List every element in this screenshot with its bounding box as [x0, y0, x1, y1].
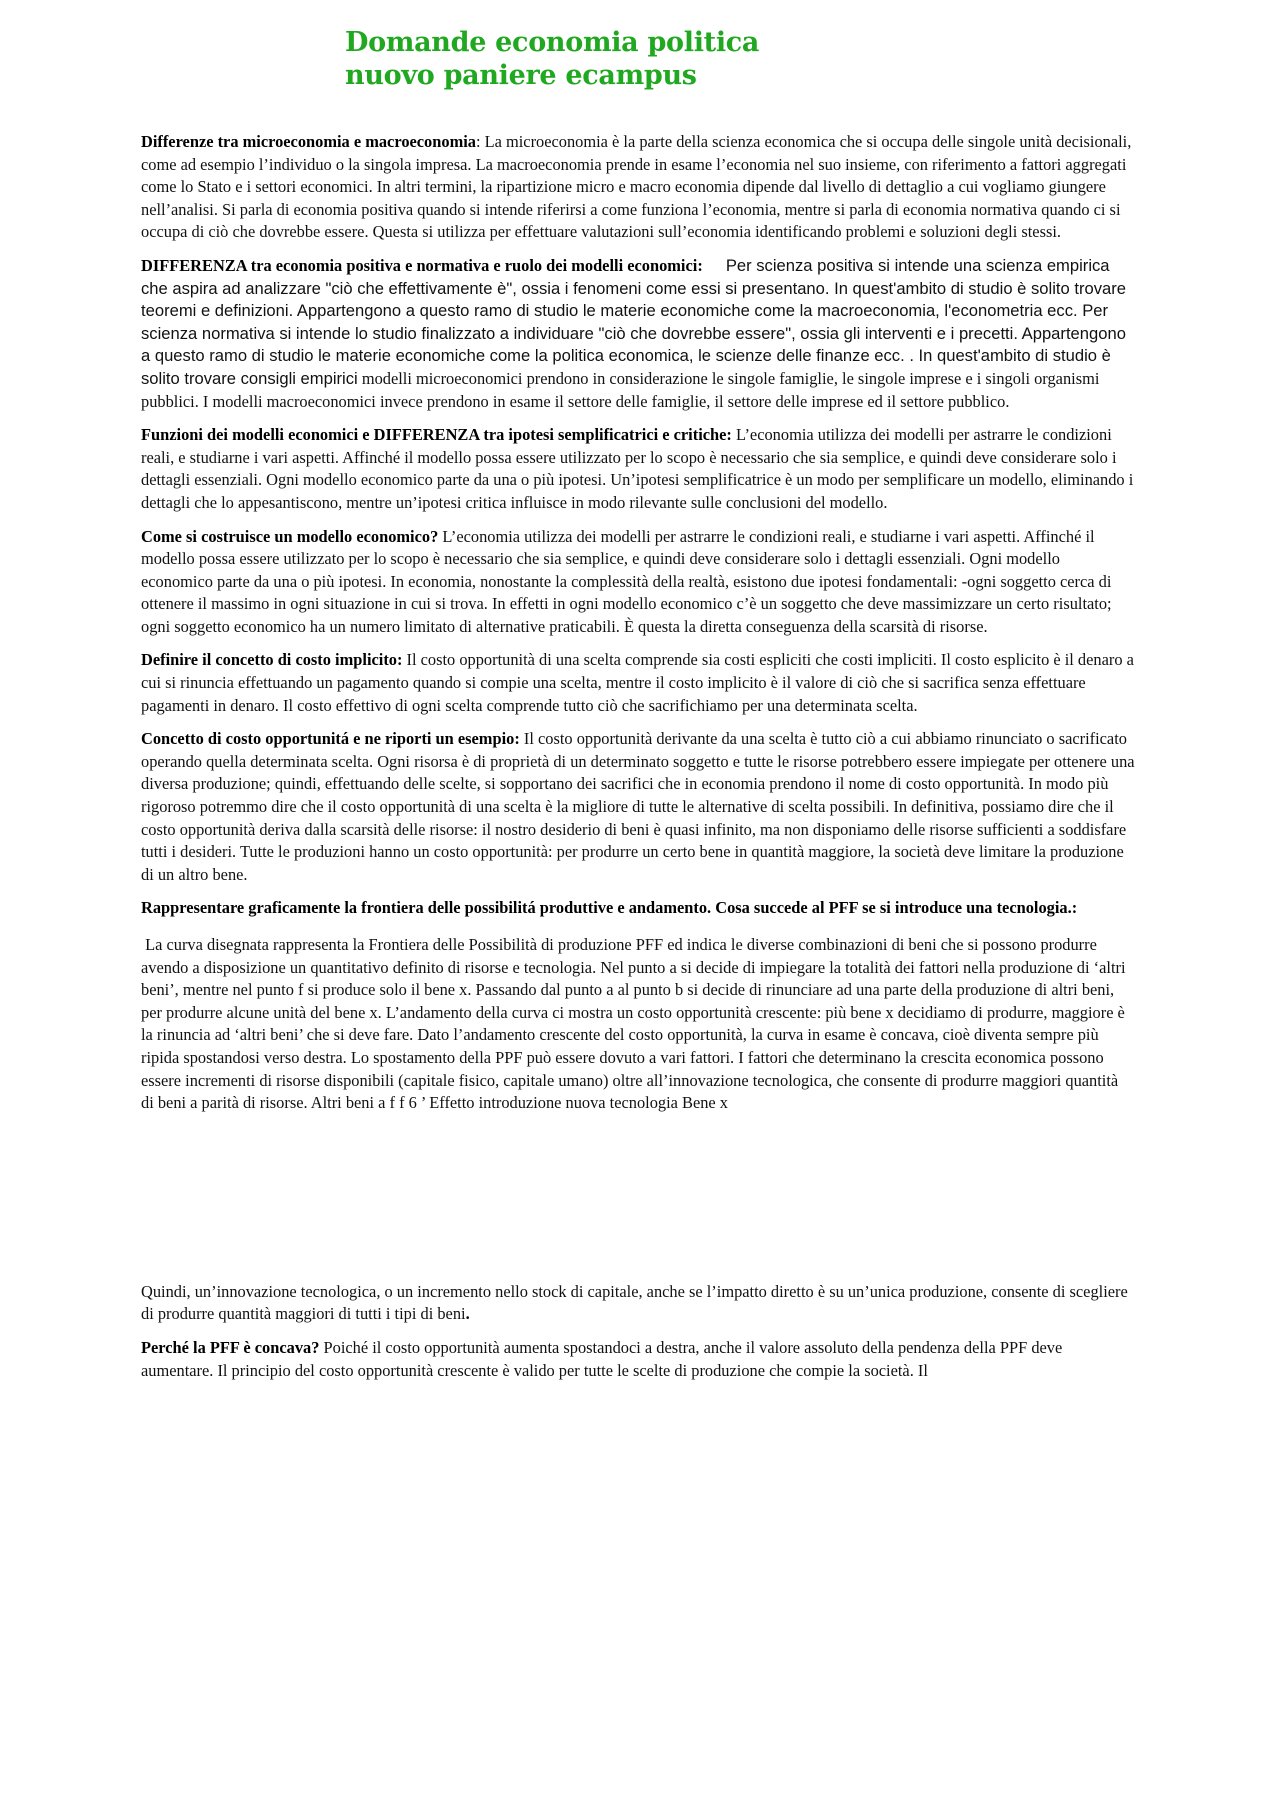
paragraph-text: L’economia utilizza dei modelli per astrarre le condizioni reali, e studiarne i vari aspetti. Affinché il modello possa essere utilizzato per lo scopo è necessario che sia semplice, e quindi deve considerare solo i dettagli essenziali. Ogni modello economico parte da una o più ipotesi. In economia, nonostante la complessità della realtà, esistono due ipotesi fondamentali: -ogni soggetto cerca di ottenere il massimo in ogni situazione in cui si trova. In effetti in ogni modello economico c’è un soggetto che deve massimizzare un certo risultato; ogni soggetto economico ha un numero limitato di alternative praticabili. È questa la diretta conseguenza della scarsità di risorse. — [141, 526, 1112, 636]
paragraph-heading: Definire il concetto di costo implicito: — [141, 650, 403, 670]
paragraph-pff-answer — [141, 934, 1135, 1115]
paragraph-heading: Rappresentare graficamente la frontiera delle possibilitá produttive e andamento. Cosa succede al PFF se si introduce una tecnologia.: — [141, 898, 1078, 918]
paragraph-tail: . — [465, 1304, 470, 1324]
paragraph-text: L’economia utilizza dei modelli per astrarre le condizioni reali, e studiarne i vari aspetti. Affinché il modello possa essere utilizzato per lo scopo è necessario che sia semplice, e quindi deve considerare solo i dettagli essenziali. Ogni modello economico parte da una o più ipotesi. Un’ipotesi semplificatrice è un modo per semplificare un modello, eliminando i dettagli che lo appesantiscono, mentre un’ipotesi critica influisce in modo rilevante sulle conclusioni del modello. — [141, 425, 1134, 512]
paragraph-text: modelli microeconomici prendono in considerazione le singole famiglie, le singole imprese e i singoli organismi pubblici. I modelli macroeconomici invece prendono in esame il settore delle famiglie, il settore delle imprese ed il settore pubblico. — [141, 368, 1100, 411]
paragraph-text: Il costo opportunità derivante da una scelta è tutto ciò a cui abbiamo rinunciato o sacrificato operando quella determinata scelta. Ogni risorsa è di proprietà di un determinato soggetto e tutte le risorse potrebbero essere impiegate per ottenere una diversa produzione; quindi, effettuando delle scelte, si sopportano dei sacrifici che in economia prendono il nome di costo opportunità. In modo più rigoroso potremmo dire che il costo opportunità di una scelta è la migliore di tutte le alternative di scelta possibili. In definitiva, possiamo dire che il costo opportunità deriva dalla scarsità delle risorse: il nostro desiderio di beni è quasi infinito, ma non disponiamo delle risorse sufficienti a soddisfare tutti i desideri. Tutte le produzioni hanno un costo opportunità: per produrre un certo bene in quantità maggiore, la società deve limitare la produzione di un altro bene. — [141, 729, 1135, 884]
paragraph-costo-implicito — [141, 649, 1135, 717]
paragraph-heading: DIFFERENZA tra economia positiva e normativa e ruolo dei modelli economici: — [141, 255, 703, 275]
paragraph-heading: Come si costruisce un modello economico? — [141, 526, 439, 546]
document-body — [141, 131, 1135, 1393]
figure-placeholder — [141, 1126, 1135, 1281]
paragraph-pff-question — [141, 897, 1135, 920]
paragraph-micro-macro — [141, 131, 1135, 244]
paragraph-concava — [141, 1337, 1135, 1382]
paragraph-text: Il costo opportunità di una scelta comprende sia costi espliciti che costi impliciti. Il costo esplicito è il denaro a cui si rinuncia effettuando un pagamento quando si compie una scelta, mentre il costo implicito è il valore di ciò che si sacrifica senza effettuare pagamenti in denaro. Il costo effettivo di ogni scelta comprende tutto ciò che sacrifichiamo per una determinata scelta. — [141, 650, 1134, 715]
document-title — [345, 26, 759, 92]
paragraph-heading: Perché la PFF è concava? — [141, 1337, 320, 1357]
paragraph-positiva-normativa — [141, 255, 1135, 413]
paragraph-innovazione — [141, 1281, 1135, 1326]
paragraph-text: La curva disegnata rappresenta la Frontiera delle Possibilità di produzione PFF ed indica le diverse combinazioni di beni che si possono produrre avendo a disposizione un quantitativo definito di risorse e tecnologia. Nel punto a si decide di impiegare la totalità dei fattori nella produzione di ‘altri beni’, mentre nel punto f si produce solo il bene x. Passando dal punto a al punto b si decide di rinunciare ad una parte della produzione di altri beni, per produrre alcune unità del bene x. L’andamento della curva ci mostra un costo opportunità crescente: più bene x decidiamo di produrre, maggiore è la rinuncia ad ‘altri beni’ che si deve fare. Dato l’andamento crescente del costo opportunità, la curva in esame è concava, cioè diventa sempre più ripida spostandosi verso destra. Lo spostamento della PPF può essere dovuto a vari fattori. I fattori che determinano la crescita economica possono essere incrementi di risorse disponibili (capitale fisico, capitale umano) oltre all’innovazione tecnologica, che consente di produrre maggiori quantità di beni a parità di risorse. Altri beni a f f 6 ’ Effetto introduzione nuova tecnologia Bene x — [141, 935, 1130, 1113]
paragraph-modello — [141, 526, 1135, 639]
title-line-1: Domande economia politica — [345, 27, 760, 58]
paragraph-text: Quindi, un’innovazione tecnologica, o un incremento nello stock di capitale, anche se l’impatto diretto è su un’unica produzione, consente di scegliere di produrre quantità maggiori di tutti i tipi di beni — [141, 1281, 1128, 1324]
paragraph-text: Poiché il costo opportunità aumenta spostandoci a destra, anche il valore assoluto della pendenza della PPF deve aumentare. Il principio del costo opportunità crescente è valido per tutte le scelte di produzione che compie la società. Il — [141, 1337, 1063, 1380]
paragraph-text: : La microeconomia è la parte della scienza economica che si occupa delle singole unità decisionali, come ad esempio l’individuo o la singola impresa. La macroeconomia prende in esame l’economia nel suo insieme, con riferimento a fattori aggregati come lo Stato e i settori economici. In altri termini, la ripartizione micro e macro economia dipende dal livello di dettaglio a cui vogliamo giungere nell’analisi. Si parla di economia positiva quando si intende riferirsi a come funziona l’economia, mentre si parla di economia normativa quando ci si occupa di ciò che dovrebbe essere. Questa si utilizza per effettuare valutazioni sull’economia identificando problemi e soluzioni degli stessi. — [141, 132, 1132, 242]
paragraph-text-sans: Per scienza positiva si intende una scienza empirica che aspira ad analizzare "ciò che effettivamente è", ossia i fenomeni come essi si presentano. In quest'ambito di studio è solito trovare teoremi e definizioni. Appartengono a questo ramo di studio le materie economiche come la macroeconomia, l'econometria ecc. Per scienza normativa si intende lo studio finalizzato a individuare "ciò che dovrebbe essere", ossia gli interventi e i precetti. Appartengono a questo ramo di studio le materie economiche come la politica economica, le scienze delle finanze ecc. . In quest'ambito di studio è solito trovare consigli empirici — [141, 255, 1131, 388]
paragraph-costo-opportunita — [141, 728, 1135, 886]
paragraph-heading: Concetto di costo opportunitá e ne riporti un esempio: — [141, 729, 520, 749]
title-line-2: nuovo paniere ecampus — [345, 60, 697, 91]
paragraph-heading: Differenze tra microeconomia e macroeconomia — [141, 132, 476, 151]
paragraph-ipotesi — [141, 424, 1135, 514]
paragraph-heading: Funzioni dei modelli economici e DIFFERENZA tra ipotesi semplificatrici e critiche: — [141, 425, 732, 445]
